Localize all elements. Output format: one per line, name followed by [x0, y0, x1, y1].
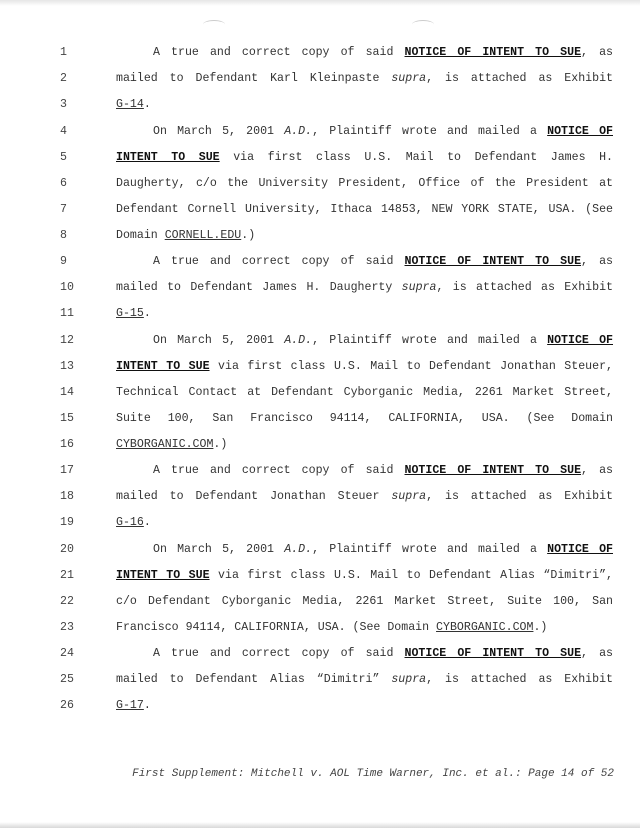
text-run: .): [241, 229, 256, 242]
pleading-line: [0, 174, 640, 194]
text-run: , as: [581, 647, 613, 660]
text-run: via first class U.S. Mail to Defendant Alias “Dimitri”,: [209, 569, 613, 582]
line-text: [116, 513, 613, 533]
pleading-line: [0, 95, 640, 115]
punch-hole-mark: [412, 20, 434, 29]
text-run: , is attached as Exhibit: [426, 673, 613, 686]
text-run: , as: [581, 46, 613, 59]
line-text: [116, 69, 613, 89]
reference-text: CYBORGANIC.COM: [116, 438, 214, 451]
line-number: 23: [60, 621, 74, 634]
text-run: c/o Defendant Cyborganic Media, 2261 Market Street, Suite 100, San: [116, 595, 613, 608]
text-run: On March 5, 2001: [153, 334, 285, 347]
line-number: 17: [60, 464, 74, 477]
emphasis-text: NOTICE OF INTENT TO SUE: [404, 647, 582, 660]
line-text: [116, 148, 613, 168]
reference-text: CORNELL.EDU: [164, 229, 242, 242]
line-number: 22: [60, 595, 74, 608]
line-number: 1: [60, 46, 67, 59]
pleading-line: [0, 304, 640, 324]
line-number: 18: [60, 490, 74, 503]
line-number: 15: [60, 412, 74, 425]
scan-bottom-edge: [0, 822, 640, 828]
line-text: [153, 252, 613, 272]
text-run: .): [533, 621, 548, 634]
reference-text: G-17: [116, 699, 144, 712]
line-number: 11: [60, 307, 74, 320]
italic-text: A.D.: [284, 334, 313, 347]
pleading-line: [0, 513, 640, 533]
pleading-line: [0, 278, 640, 298]
text-run: Francisco 94114, CALIFORNIA, USA. (See Domain: [116, 621, 437, 634]
text-run: , is attached as Exhibit: [426, 490, 613, 503]
emphasis-text: INTENT TO SUE: [116, 569, 210, 582]
emphasis-text: NOTICE OF: [547, 125, 613, 138]
line-number: 9: [60, 255, 67, 268]
line-number: 10: [60, 281, 74, 294]
line-number: 13: [60, 360, 74, 373]
line-text: [116, 618, 613, 638]
text-run: mailed to Defendant Jonathan Steuer: [116, 490, 392, 503]
text-run: , is attached as Exhibit: [436, 281, 613, 294]
text-run: , Plaintiff wrote and mailed a: [312, 543, 548, 556]
text-run: , is attached as Exhibit: [426, 72, 613, 85]
reference-text: G-15: [116, 307, 144, 320]
text-run: Suite 100, San Francisco 94114, CALIFORNIA, USA. (See Domain: [116, 412, 613, 425]
line-number: 2: [60, 72, 67, 85]
text-run: , Plaintiff wrote and mailed a: [312, 125, 548, 138]
text-run: , as: [581, 464, 613, 477]
line-text: [153, 644, 613, 664]
text-run: .): [213, 438, 228, 451]
text-run: mailed to Defendant James H. Daugherty: [116, 281, 402, 294]
line-number: 3: [60, 98, 67, 111]
italic-text: supra: [391, 72, 427, 85]
line-text: [116, 226, 613, 246]
line-number: 12: [60, 334, 74, 347]
pleading-line: [0, 200, 640, 220]
reference-text: G-14: [116, 98, 144, 111]
line-number: 21: [60, 569, 74, 582]
italic-text: supra: [391, 673, 427, 686]
text-run: A true and correct copy of said: [153, 464, 405, 477]
pleading-line: [0, 592, 640, 612]
text-run: A true and correct copy of said: [153, 647, 405, 660]
line-number: 25: [60, 673, 74, 686]
text-run: A true and correct copy of said: [153, 46, 405, 59]
pleading-line: [0, 69, 640, 89]
line-text: [116, 696, 613, 716]
line-text: [153, 43, 613, 63]
emphasis-text: NOTICE OF: [547, 543, 613, 556]
emphasis-text: INTENT TO SUE: [116, 151, 220, 164]
pleading-line: [0, 696, 640, 716]
pleading-line: [0, 540, 640, 560]
line-text: [116, 670, 613, 690]
text-run: .: [143, 699, 151, 712]
line-number: 5: [60, 151, 67, 164]
reference-text: CYBORGANIC.COM: [436, 621, 534, 634]
reference-text: G-16: [116, 516, 144, 529]
line-number: 20: [60, 543, 74, 556]
line-number: 26: [60, 699, 74, 712]
line-text: [116, 487, 613, 507]
line-number: 16: [60, 438, 74, 451]
pleading-line: [0, 331, 640, 351]
pleading-line: [0, 357, 640, 377]
line-text: [153, 331, 613, 351]
line-text: [116, 200, 613, 220]
text-run: A true and correct copy of said: [153, 255, 405, 268]
pleading-line: [0, 618, 640, 638]
line-text: [116, 435, 613, 455]
emphasis-text: NOTICE OF INTENT TO SUE: [404, 464, 582, 477]
pleading-line: [0, 148, 640, 168]
line-text: [116, 592, 613, 612]
text-run: Domain: [116, 229, 165, 242]
italic-text: supra: [401, 281, 437, 294]
pleading-line: [0, 644, 640, 664]
pleading-line: [0, 43, 640, 63]
pleading-line: [0, 122, 640, 142]
pleading-line: [0, 383, 640, 403]
text-run: Technical Contact at Defendant Cyborganic Media, 2261 Market Street,: [116, 386, 613, 399]
line-text: [153, 122, 613, 142]
line-text: [116, 383, 613, 403]
emphasis-text: NOTICE OF: [547, 334, 613, 347]
line-text: [153, 540, 613, 560]
text-run: .: [143, 98, 151, 111]
pleading-line: [0, 226, 640, 246]
emphasis-text: NOTICE OF INTENT TO SUE: [404, 255, 582, 268]
italic-text: A.D.: [284, 125, 313, 138]
line-text: [116, 95, 613, 115]
text-run: Defendant Cornell University, Ithaca 14853, NEW YORK STATE, USA. (See: [116, 203, 613, 216]
emphasis-text: NOTICE OF INTENT TO SUE: [404, 46, 582, 59]
text-run: mailed to Defendant Karl Kleinpaste: [116, 72, 392, 85]
line-number: 14: [60, 386, 74, 399]
pleading-line: [0, 409, 640, 429]
line-text: [153, 461, 613, 481]
text-run: mailed to Defendant Alias “Dimitri”: [116, 673, 392, 686]
scan-top-edge: [0, 0, 640, 6]
italic-text: supra: [391, 490, 427, 503]
line-text: [116, 304, 613, 324]
line-number: 7: [60, 203, 67, 216]
text-run: .: [143, 307, 151, 320]
emphasis-text: INTENT TO SUE: [116, 360, 210, 373]
line-number: 19: [60, 516, 74, 529]
text-run: .: [143, 516, 151, 529]
line-number: 8: [60, 229, 67, 242]
line-text: [116, 357, 613, 377]
page-footer: First Supplement: Mitchell v. AOL Time Warner, Inc. et al.: Page 14 of 52: [132, 768, 614, 780]
text-run: , Plaintiff wrote and mailed a: [312, 334, 548, 347]
pleading-line: [0, 252, 640, 272]
line-text: [116, 278, 613, 298]
line-text: [116, 174, 613, 194]
pleading-line: [0, 670, 640, 690]
text-run: On March 5, 2001: [153, 125, 285, 138]
text-run: , as: [581, 255, 613, 268]
line-number: 4: [60, 125, 67, 138]
line-number: 24: [60, 647, 74, 660]
line-text: [116, 566, 613, 586]
pleading-line: [0, 435, 640, 455]
italic-text: A.D.: [284, 543, 313, 556]
text-run: via first class U.S. Mail to Defendant James H.: [219, 151, 613, 164]
pleading-line: [0, 487, 640, 507]
pleading-line: [0, 566, 640, 586]
text-run: via first class U.S. Mail to Defendant Jonathan Steuer,: [209, 360, 613, 373]
line-number: 6: [60, 177, 67, 190]
punch-hole-mark: [203, 20, 225, 29]
pleading-line: [0, 461, 640, 481]
text-run: On March 5, 2001: [153, 543, 285, 556]
text-run: Daugherty, c/o the University President, Office of the President at: [116, 177, 613, 190]
line-text: [116, 409, 613, 429]
